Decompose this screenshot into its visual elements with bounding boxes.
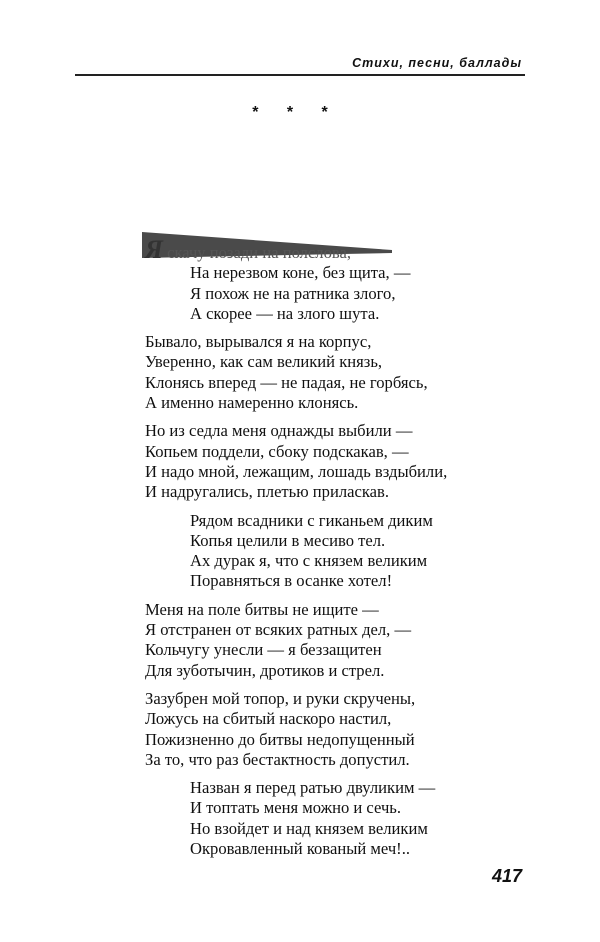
poem-line: Бывало, вырывался я на корпус, <box>145 332 372 352</box>
poem-line: Пожизненно до битвы недопущенный <box>145 729 415 749</box>
poem-line: Кольчугу унесли — я беззащитен <box>145 640 382 660</box>
drop-cap: Я <box>145 235 163 264</box>
poem-line: Поравняться в осанке хотел! <box>190 571 393 591</box>
stanza <box>145 689 447 770</box>
poem-line: Рядом всадники с гиканьем диким <box>190 510 433 530</box>
poem-line: Окровавленный кованый меч!.. <box>190 839 410 859</box>
running-title: Стихи, песни, баллады <box>352 56 522 70</box>
section-separator: * * * <box>252 104 340 121</box>
stanza <box>145 778 447 859</box>
poem-line: Ложусь на сбитый наскоро настил, <box>145 709 392 729</box>
poem-line: Назван я перед ратью двуликим — <box>190 778 436 798</box>
poem-line: Для зуботычин, дротиков и стрел. <box>145 660 385 680</box>
poem-line: Но из седла меня однажды выбили — <box>145 421 413 441</box>
stanzas <box>145 263 447 859</box>
poem-line: Ах дурак я, что с князем великим <box>190 551 428 571</box>
poem-line: Я похож не на ратника злого, <box>190 283 396 303</box>
poem-line: И топтать меня можно и сечь. <box>190 798 402 818</box>
stanza <box>145 263 447 324</box>
header-rule <box>75 74 525 76</box>
poem-line: Зазубрен мой топор, и руки скручены, <box>145 688 416 708</box>
poem-line: Но взойдет и над князем великим <box>190 818 428 838</box>
poem-line: И надругались, плетью приласкав. <box>145 482 390 502</box>
poem-line: Копьем поддели, сбоку подскакав, — <box>145 441 409 461</box>
first-line-text: скачу позади на полслова, <box>167 243 352 262</box>
poem-line: Я отстранен от всяких ратных дел, — <box>145 620 412 640</box>
poem-line: А именно намеренно клонясь. <box>145 393 359 413</box>
poem-line: Меня на поле битвы не ищите — <box>145 599 379 619</box>
stanza <box>145 511 447 592</box>
poem-line: На нерезвом коне, без щита, — <box>190 263 411 283</box>
poem-first-line <box>145 235 447 264</box>
poem-line: Копья целили в месиво тел. <box>190 530 386 550</box>
poem-line: За то, что раз бестактность допустил. <box>145 749 410 769</box>
stanza <box>145 421 447 502</box>
stanza <box>145 332 447 413</box>
poem-line: Уверенно, как сам великий князь, <box>145 352 383 372</box>
poem <box>145 235 448 867</box>
poem-line: Клонясь вперед — не падая, не горбясь, <box>145 372 428 392</box>
poem-line: И надо мной, лежащим, лошадь вздыбили, <box>145 461 448 481</box>
poem-line: А скорее — на злого шута. <box>190 303 380 323</box>
page-number: 417 <box>491 866 522 886</box>
stanza <box>145 600 447 681</box>
